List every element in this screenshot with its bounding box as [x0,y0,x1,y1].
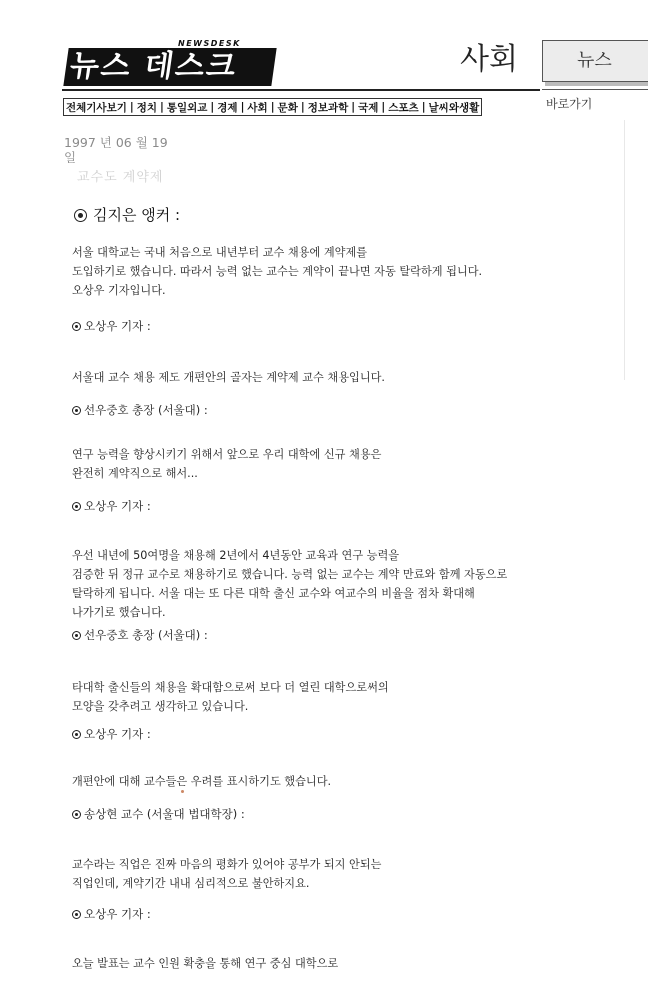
speaker-label [72,402,208,418]
article-paragraph [72,954,338,973]
scan-edge [624,120,625,380]
nav-item[interactable]: 전체기사보기 [66,101,127,114]
anchor-speaker [74,204,180,225]
nav-separator: | [351,101,356,113]
speaker-label [72,726,151,742]
paragraph-line: 서울 대학교는 국내 처음으로 내년부터 교수 채용에 계약제를 [72,246,368,259]
newsdesk-logo-caption: NEWSDESK [178,39,241,48]
bullet-icon [72,810,81,819]
nav-item[interactable]: 날씨와생활 [428,101,480,114]
paragraph-line: 오상우 기자입니다. [72,284,166,297]
scan-speck [181,790,184,793]
speaker-label [72,318,151,334]
bullet-icon [72,322,81,331]
speaker-label [72,806,245,822]
paragraph-line: 타대학 출신들의 채용을 확대함으로써 보다 더 열린 대학으로써의 [72,681,389,694]
nav-separator: | [129,101,134,113]
category-nav [63,98,482,116]
bullet-icon [72,406,81,415]
paragraph-line: 서울대 교수 채용 제도 개편안의 골자는 계약제 교수 채용입니다. [72,371,385,384]
article-date-line1: 1997 년 06 월 19 [64,135,168,150]
nav-item[interactable]: 정보과학 [307,101,349,114]
nav-item[interactable]: 정치 [136,101,157,114]
article-paragraph [72,678,389,716]
nav-separator: | [210,101,215,113]
speaker-label [72,627,208,643]
speaker-name: 송상현 교수 (서울대 법대학장) : [84,807,245,821]
speaker-label [72,498,151,514]
article-date [64,135,204,165]
bullet-icon [74,209,87,222]
paragraph-line: 연구 능력을 향상시키기 위해서 앞으로 우리 대학에 신규 채용은 [72,448,382,461]
article-date-line2: 일 [64,150,77,165]
paragraph-line: 검증한 뒤 정규 교수로 채용하기로 했습니다. 능력 없는 교수는 계약 만료와 함께 자동으로 [72,568,508,581]
bullet-icon [72,502,81,511]
header-divider [62,89,540,91]
nav-separator: | [381,101,386,113]
nav-separator: | [270,101,275,113]
paragraph-line: 도입하기로 했습니다. 따라서 능력 없는 교수는 계약이 끝나면 자동 탈락하게 됩니다. [72,265,483,278]
bullet-icon [72,730,81,739]
article-subtitle: 교수도 계약제 [77,170,164,185]
anchor-label: 김지은 앵커 : [93,206,181,224]
tab-shadow [545,82,648,86]
speaker-name: 오상우 기자 : [84,907,151,921]
bullet-icon [72,631,81,640]
nav-separator: | [160,101,164,113]
nav-item[interactable]: 문화 [277,101,298,114]
nav-item[interactable]: 경제 [217,101,238,114]
paragraph-line: 교수라는 직업은 진짜 마음의 평화가 있어야 공부가 되지 안되는 [72,858,382,871]
nav-separator: | [240,101,245,113]
paragraph-line: 우선 내년에 50여명을 채용해 2년에서 4년동안 교육과 연구 능력을 [72,549,400,562]
article-paragraph [72,445,381,483]
paragraph-line: 개편안에 대해 교수들은 우려를 표시하기도 했습니다. [72,775,332,788]
paragraph-line: 탈락하게 됩니다. 서울 대는 또 다른 대학 출신 교수와 여교수의 비율을 점차 확대해 [72,587,475,600]
article-paragraph [72,368,385,387]
section-title: 사회 [460,42,518,77]
nav-item[interactable]: 스포츠 [388,101,419,114]
nav-item[interactable]: 국제 [358,101,379,114]
news-tab[interactable]: 뉴스 [542,40,648,82]
paragraph-line: 오늘 발표는 교수 인원 확충을 통해 연구 중심 대학으로 [72,957,339,970]
article-paragraph [72,855,381,893]
nav-separator: | [421,101,426,113]
speaker-name: 오상우 기자 : [84,727,151,741]
speaker-name: 오상우 기자 : [84,319,151,333]
paragraph-line: 나가기로 했습니다. [72,606,166,619]
speaker-name: 선우중호 총장 (서울대) : [84,403,208,417]
speaker-name: 선우중호 총장 (서울대) : [84,628,208,642]
bullet-icon [72,910,81,919]
speaker-label [72,906,151,922]
article-paragraph [72,772,331,791]
shortcut-link[interactable]: 바로가기 [546,97,593,111]
nav-item[interactable]: 통일외교 [166,101,208,114]
article-paragraph [72,546,507,622]
paragraph-line: 완전히 계약직으로 해서... [72,467,198,480]
article-paragraph [72,243,482,300]
paragraph-line: 모양을 갖추려고 생각하고 있습니다. [72,700,249,713]
nav-separator: | [300,101,305,113]
paragraph-line: 직업인데, 계약기간 내내 심리적으로 불안하지요. [72,877,310,890]
header-divider-right [542,89,648,90]
speaker-name: 오상우 기자 : [84,499,151,513]
newsdesk-logo[interactable]: 뉴스 데스크 [63,48,276,86]
nav-item[interactable]: 사회 [247,101,268,114]
